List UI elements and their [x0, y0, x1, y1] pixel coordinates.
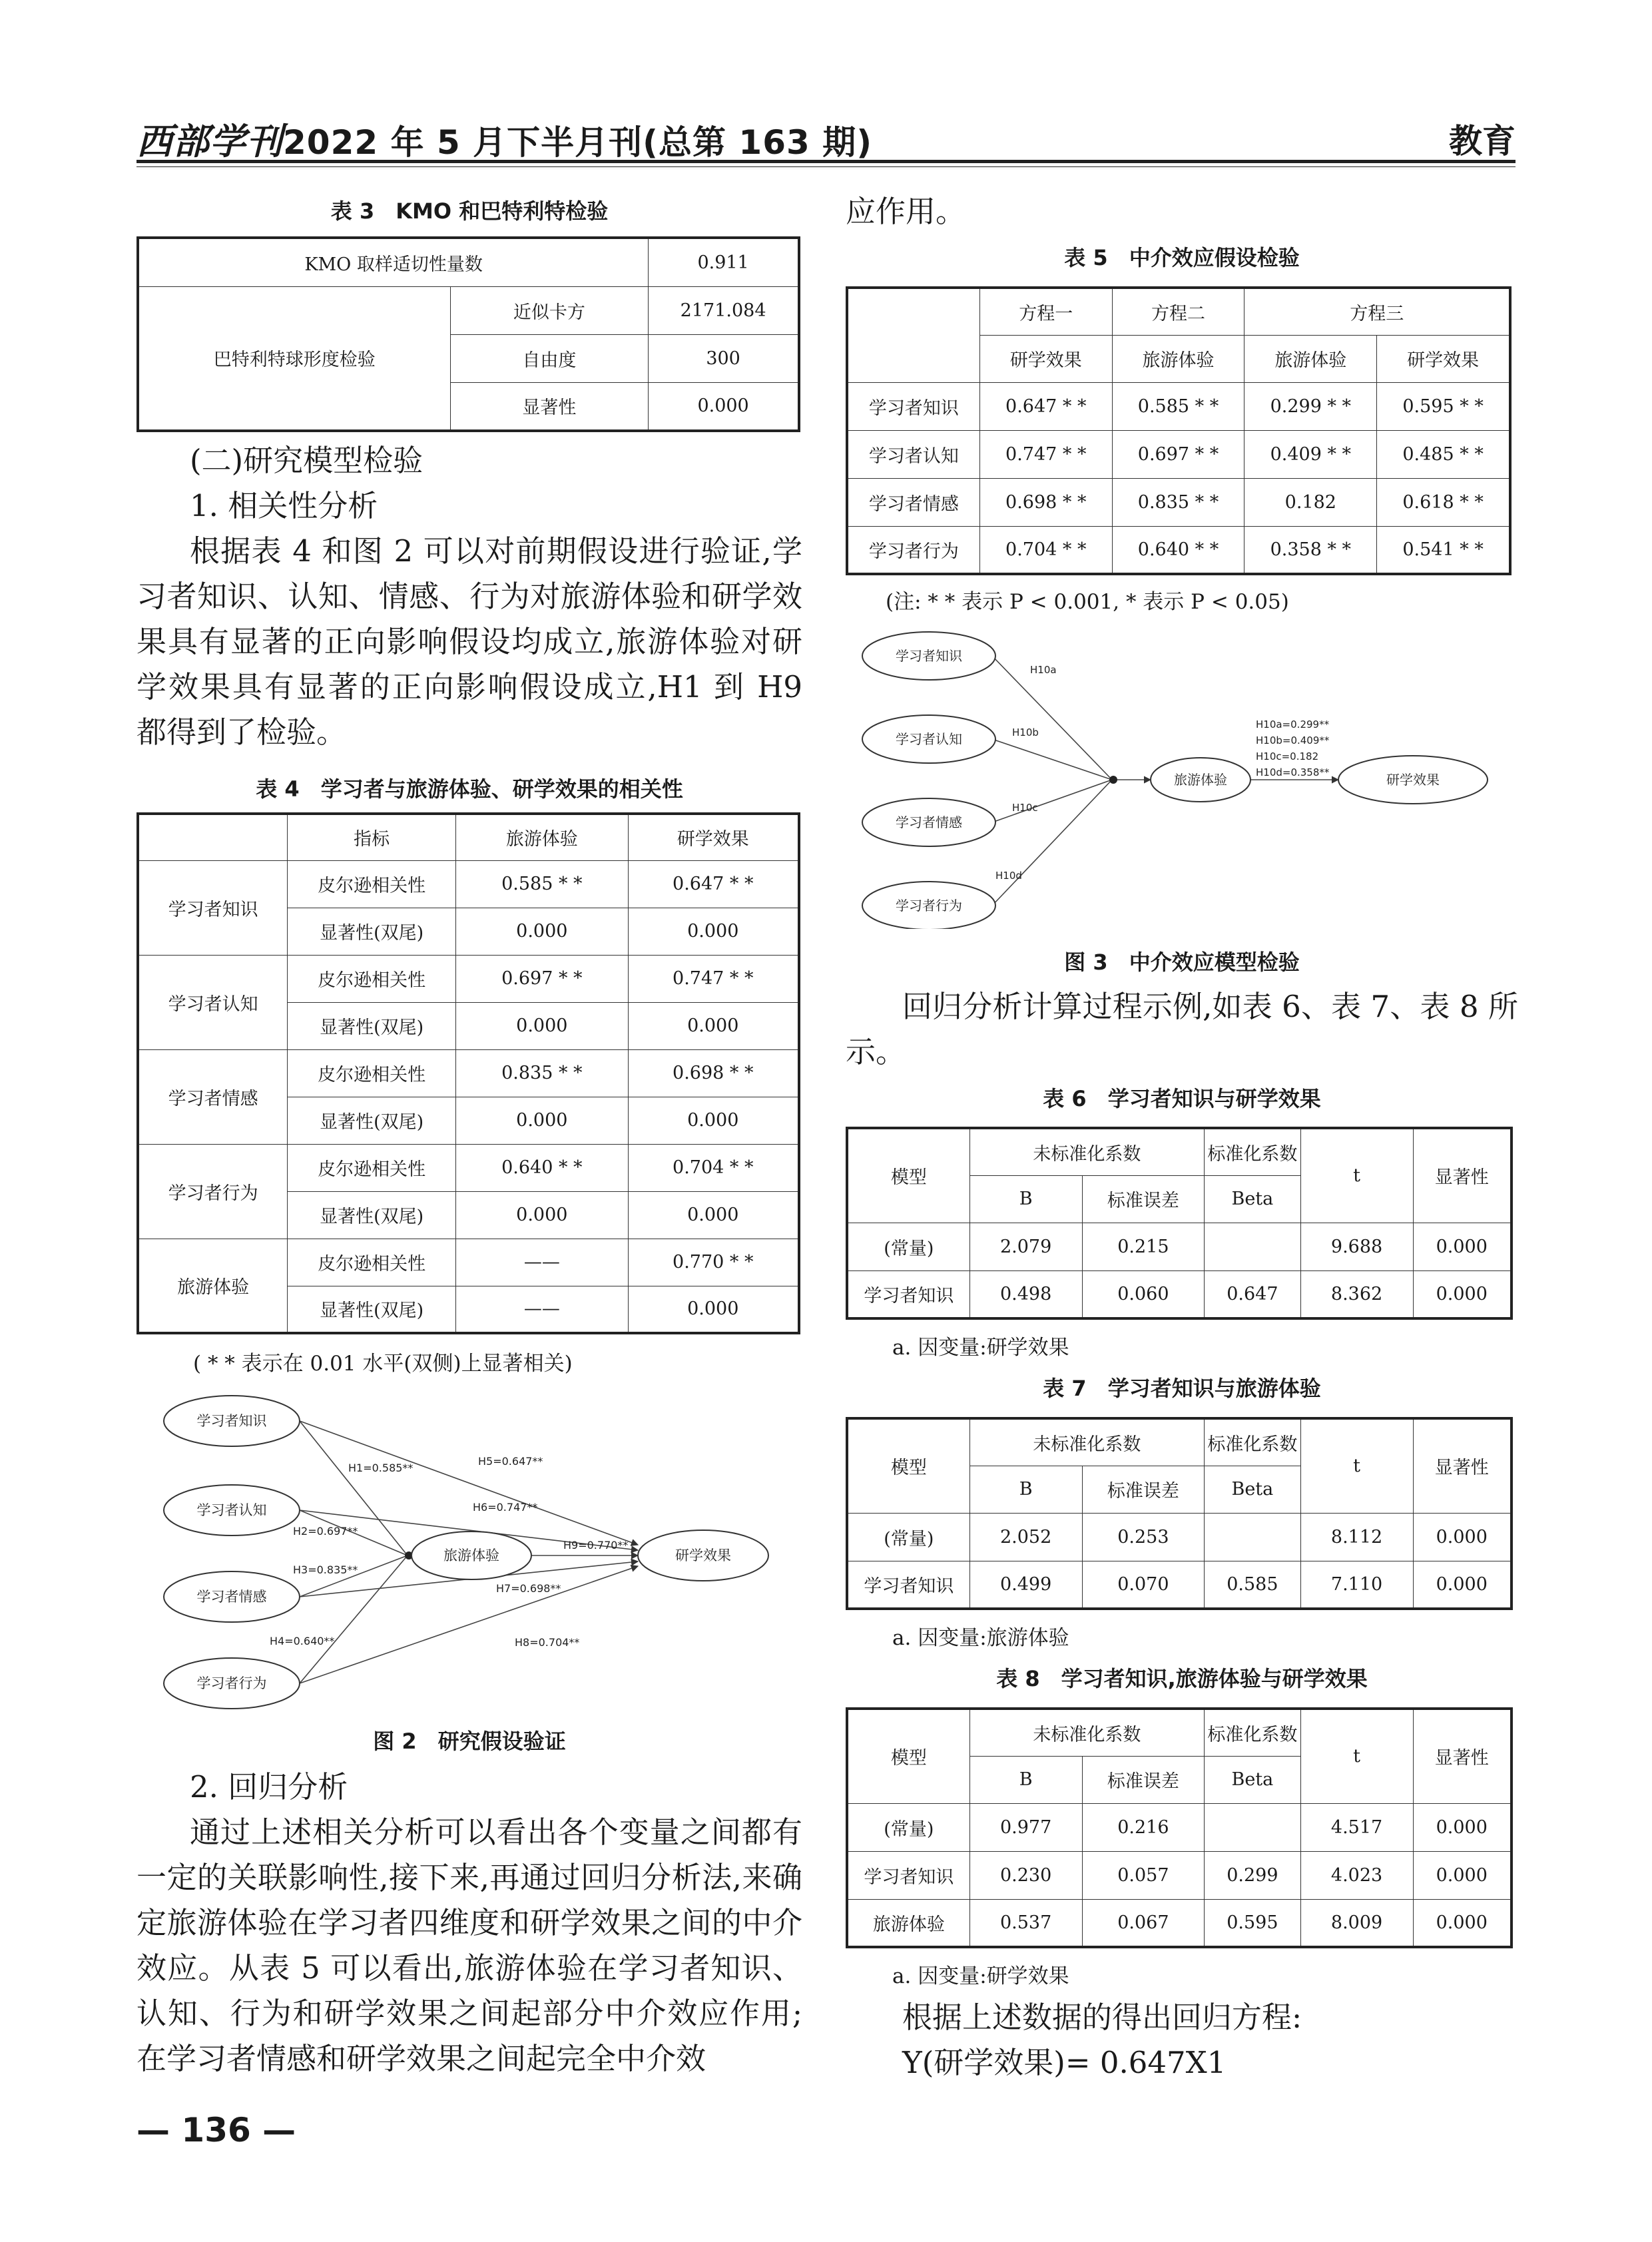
table4-group: 学习者认知: [138, 955, 288, 1049]
table8-cell: 0.230: [969, 1851, 1082, 1899]
subheading-correlation: 1. 相关性分析: [190, 488, 378, 523]
bartlett-row-label: 自由度: [450, 334, 649, 382]
table5-eq-header: 方程二: [1112, 288, 1244, 335]
table7-cell: 8.112: [1300, 1513, 1413, 1561]
reg-header: 标准误差: [1082, 1466, 1205, 1513]
table8-cell: 4.517: [1300, 1803, 1413, 1851]
table7-cell: 学习者知识: [847, 1561, 969, 1609]
table8-cell: 0.000: [1413, 1851, 1512, 1899]
table4-cell: 0.770 * *: [628, 1239, 799, 1286]
table8-cell: 0.000: [1413, 1899, 1512, 1947]
reg-header: 标准化系数: [1205, 1709, 1300, 1756]
node-label: 学习者知识: [896, 648, 962, 664]
reg-header: 显著性: [1413, 1709, 1512, 1803]
table7-cell: 0.253: [1082, 1513, 1205, 1561]
table8-caption: 表 8 学习者知识,旅游体验与研学效果: [996, 1666, 1368, 1691]
table6-cell: 学习者知识: [847, 1270, 969, 1318]
reg-header: t: [1300, 1418, 1413, 1513]
table5-cell: 0.585 * *: [1112, 382, 1244, 430]
table4-group: 学习者情感: [138, 1049, 288, 1144]
table4: [137, 812, 800, 1334]
table4-cell: 皮尔逊相关性: [288, 860, 456, 908]
table4-cell: 0.000: [456, 1191, 628, 1239]
table5-cell: 0.409 * *: [1244, 430, 1377, 478]
table5-sub-header: 研学效果: [1377, 335, 1510, 382]
reg-header: B: [969, 1466, 1082, 1513]
table8-cell: 旅游体验: [847, 1899, 969, 1947]
table6-cell: 0.000: [1413, 1270, 1512, 1318]
reg-header: 未标准化系数: [969, 1128, 1204, 1175]
reg-header: 标准误差: [1082, 1175, 1205, 1223]
table8-cell: 8.009: [1300, 1899, 1413, 1947]
table5-cell: 0.640 * *: [1112, 526, 1244, 574]
table4-cell: 显著性(双尾): [288, 1286, 456, 1333]
table3-caption: 表 3 KMO 和巴特利特检验: [330, 198, 609, 224]
table4-cell: 显著性(双尾): [288, 1191, 456, 1239]
path-label: H10d: [995, 870, 1022, 882]
table6: [846, 1127, 1513, 1320]
header-rule-thin: [137, 166, 1515, 167]
path-label: H8=0.704**: [515, 1636, 580, 1649]
table6-cell: 9.688: [1300, 1223, 1413, 1270]
table5-eq-header: 方程三: [1244, 288, 1510, 335]
kmo-label: KMO 取样适切性量数: [138, 238, 649, 286]
node-label: 学习者情感: [196, 1589, 267, 1605]
paragraph-equation-intro: 根据上述数据的得出回归方程:: [902, 2000, 1302, 2035]
table4-group: 学习者知识: [138, 860, 288, 955]
table8-cell: 4.023: [1300, 1851, 1413, 1899]
table4-caption: 表 4 学习者与旅游体验、研学效果的相关性: [256, 776, 683, 802]
node-label: 学习者知识: [196, 1413, 267, 1429]
table8-cell: [1205, 1803, 1300, 1851]
table7-cell: 0.585: [1205, 1561, 1300, 1609]
path-h3: [300, 1555, 408, 1597]
reg-header: 未标准化系数: [969, 1418, 1204, 1466]
table7-cell: 7.110: [1300, 1561, 1413, 1609]
table6-cell: (常量): [847, 1223, 969, 1270]
table5-cell: 0.618 * *: [1377, 478, 1510, 526]
table5-cell: 0.747 * *: [979, 430, 1112, 478]
table4-cell: 0.000: [628, 1097, 799, 1144]
table8-cell: 0.977: [969, 1803, 1082, 1851]
reg-header: Beta: [1205, 1175, 1300, 1223]
table6-cell: 8.362: [1300, 1270, 1413, 1318]
node-label: 研学效果: [675, 1547, 731, 1563]
regression-equation: Y(研学效果)= 0.647X1: [902, 2045, 1227, 2080]
table5-row-label: 学习者知识: [847, 382, 979, 430]
path-h10d: [992, 780, 1112, 906]
result-label: H10a=0.299**: [1256, 718, 1330, 730]
table7-cell: (常量): [847, 1513, 969, 1561]
bartlett-row-value: 300: [649, 334, 799, 382]
reg-header: 未标准化系数: [969, 1709, 1204, 1756]
table4-cell: 0.835 * *: [456, 1049, 628, 1097]
path-label: H3=0.835**: [293, 1563, 358, 1576]
path-label: H6=0.747**: [473, 1501, 538, 1514]
reg-header: 标准化系数: [1205, 1128, 1300, 1175]
table5-cell: 0.541 * *: [1377, 526, 1510, 574]
table5-sub-header: 研学效果: [979, 335, 1112, 382]
table4-cell: 显著性(双尾): [288, 1097, 456, 1144]
table4-cell: 0.698 * *: [628, 1049, 799, 1097]
table5-cell: 0.647 * *: [979, 382, 1112, 430]
table4-cell: 皮尔逊相关性: [288, 1239, 456, 1286]
bartlett-row-value: 2171.084: [649, 286, 799, 334]
path-label: H10a: [1030, 664, 1057, 676]
table8-cell: 学习者知识: [847, 1851, 969, 1899]
table5-row-label: 学习者认知: [847, 430, 979, 478]
table3: [137, 236, 800, 432]
bartlett-row-label: 显著性: [450, 382, 649, 431]
table8-cell: 0.595: [1205, 1899, 1300, 1947]
paragraph-regression-example: 回归分析计算过程示例,如表 6、表 7、表 8 所示。: [846, 989, 1518, 1069]
reg-header: B: [969, 1175, 1082, 1223]
table7-cell: 2.052: [969, 1513, 1082, 1561]
table4-cell: 0.000: [628, 908, 799, 955]
path-h10c: [992, 780, 1112, 822]
table6-cell: 0.215: [1082, 1223, 1205, 1270]
table6-caption: 表 6 学习者知识与研学效果: [1043, 1086, 1321, 1111]
table5-row-label: 学习者情感: [847, 478, 979, 526]
table4-cell: 0.000: [628, 1286, 799, 1333]
table8-cell: 0.000: [1413, 1803, 1512, 1851]
bartlett-row-value: 0.000: [649, 382, 799, 431]
table4-cell: 显著性(双尾): [288, 1002, 456, 1049]
table5-sub-header: 旅游体验: [1244, 335, 1377, 382]
reg-header: 模型: [847, 1128, 969, 1223]
running-header: [137, 113, 872, 164]
node-label: 学习者行为: [896, 898, 962, 914]
table5-cell: 0.697 * *: [1112, 430, 1244, 478]
paragraph-continuation: 应作用。: [846, 194, 966, 229]
path-h8: [300, 1566, 638, 1683]
node-label: 旅游体验: [1174, 772, 1227, 788]
table5-cell: 0.182: [1244, 478, 1377, 526]
reg-header: 显著性: [1413, 1418, 1512, 1513]
table8-cell: (常量): [847, 1803, 969, 1851]
table6-cell: 0.000: [1413, 1223, 1512, 1270]
table6-cell: 0.647: [1205, 1270, 1300, 1318]
table4-cell: 皮尔逊相关性: [288, 955, 456, 1002]
path-label: H10b: [1012, 726, 1039, 738]
table4-cell: 0.697 * *: [456, 955, 628, 1002]
table7-caption: 表 7 学习者知识与旅游体验: [1043, 1376, 1321, 1401]
issue-info: 2022 年 5 月下半月刊(总第 163 期): [283, 123, 873, 162]
node-label: 研学效果: [1386, 772, 1440, 788]
table4-group: 旅游体验: [138, 1239, 288, 1333]
figure3-caption: 图 3 中介效应模型检验: [1064, 950, 1300, 975]
table4-cell: ——: [456, 1286, 628, 1333]
node-label: 旅游体验: [443, 1547, 499, 1563]
table4-cell: 0.000: [456, 1097, 628, 1144]
reg-header: t: [1300, 1709, 1413, 1803]
table5-cell: 0.698 * *: [979, 478, 1112, 526]
table5-note: (注: * * 表示 P < 0.001, * 表示 P < 0.05): [886, 590, 1289, 614]
table7-cell: 0.000: [1413, 1561, 1512, 1609]
table6-cell: 0.060: [1082, 1270, 1205, 1318]
table4-cell: 0.704 * *: [628, 1144, 799, 1191]
table5-cell: 0.485 * *: [1377, 430, 1510, 478]
table5-cell: 0.595 * *: [1377, 382, 1510, 430]
table7-cell: [1205, 1513, 1300, 1561]
table4-cell: 皮尔逊相关性: [288, 1144, 456, 1191]
node-label: 学习者认知: [196, 1502, 267, 1518]
reg-header: Beta: [1205, 1466, 1300, 1513]
table6-cell: 0.498: [969, 1270, 1082, 1318]
reg-header: Beta: [1205, 1756, 1300, 1803]
bartlett-row-label: 近似卡方: [450, 286, 649, 334]
table5-cell: 0.358 * *: [1244, 526, 1377, 574]
table5-eq-header: 方程一: [979, 288, 1112, 335]
kmo-value: 0.911: [649, 238, 799, 286]
table5-cell: 0.704 * *: [979, 526, 1112, 574]
table5-corner: [847, 288, 979, 382]
bartlett-label: 巴特利特球形度检验: [138, 286, 450, 431]
path-label: H10c: [1012, 802, 1038, 814]
junction-dot: [1109, 776, 1117, 784]
reg-header: t: [1300, 1128, 1413, 1223]
path-h10b: [992, 739, 1112, 780]
reg-header: B: [969, 1756, 1082, 1803]
table4-header: 指标: [288, 814, 456, 860]
node-label: 学习者行为: [196, 1675, 267, 1691]
table7-cell: 0.499: [969, 1561, 1082, 1609]
table4-group: 学习者行为: [138, 1144, 288, 1239]
path-label: H1=0.585**: [348, 1462, 413, 1474]
table6-cell: 2.079: [969, 1223, 1082, 1270]
table6-cell: [1205, 1223, 1300, 1270]
node-label: 学习者认知: [896, 731, 962, 747]
table7-cell: 0.000: [1413, 1513, 1512, 1561]
path-label: H5=0.647**: [478, 1455, 543, 1468]
table8-cell: 0.537: [969, 1899, 1082, 1947]
path-label: H9=0.770**: [563, 1539, 629, 1551]
table5-row-label: 学习者行为: [847, 526, 979, 574]
table8-note: a. 因变量:研学效果: [892, 1964, 1069, 1988]
section-heading: (二)研究模型检验: [190, 443, 423, 478]
table4-cell: ——: [456, 1239, 628, 1286]
result-label: H10c=0.182: [1256, 750, 1319, 762]
section-name: 教育: [1449, 122, 1515, 160]
table4-cell: 皮尔逊相关性: [288, 1049, 456, 1097]
header-rule: [137, 160, 1515, 163]
figure2-caption: 图 2 研究假设验证: [373, 1729, 566, 1754]
page-number: — 136 —: [137, 2111, 296, 2149]
result-label: H10b=0.409**: [1256, 734, 1330, 746]
journal-logo: 西部学刊: [137, 120, 283, 162]
table4-cell: 显著性(双尾): [288, 908, 456, 955]
reg-header: 模型: [847, 1709, 969, 1803]
table4-header: 旅游体验: [456, 814, 628, 860]
table4-cell: 0.000: [456, 1002, 628, 1049]
table4-cell: 0.747 * *: [628, 955, 799, 1002]
table4-cell: 0.647 * *: [628, 860, 799, 908]
table8-cell: 0.057: [1082, 1851, 1205, 1899]
table4-cell: 0.000: [456, 908, 628, 955]
table4-header: 研学效果: [628, 814, 799, 860]
table5: [846, 286, 1512, 575]
table4-cell: 0.585 * *: [456, 860, 628, 908]
table4-cell: 0.000: [628, 1002, 799, 1049]
path-label: H2=0.697**: [293, 1525, 358, 1538]
reg-header: 显著性: [1413, 1128, 1512, 1223]
table4-header: [138, 814, 288, 860]
reg-header: 标准误差: [1082, 1756, 1205, 1803]
table4-cell: 0.640 * *: [456, 1144, 628, 1191]
subheading-regression: 2. 回归分析: [190, 1769, 348, 1805]
path-label: H7=0.698**: [496, 1582, 561, 1595]
table6-note: a. 因变量:研学效果: [892, 1336, 1069, 1360]
table7-note: a. 因变量:旅游体验: [892, 1626, 1069, 1650]
result-label: H10d=0.358**: [1256, 766, 1330, 778]
table4-note: ( * * 表示在 0.01 水平(双侧)上显著相关): [193, 1352, 573, 1376]
table5-caption: 表 5 中介效应假设检验: [1064, 245, 1300, 270]
table4-cell: 0.000: [628, 1191, 799, 1239]
table8-cell: 0.067: [1082, 1899, 1205, 1947]
figure2-diagram: [160, 1385, 786, 1718]
table5-sub-header: 旅游体验: [1112, 335, 1244, 382]
node-label: 学习者情感: [896, 814, 962, 830]
paragraph-regression: 通过上述相关分析可以看出各个变量之间都有一定的关联影响性,接下来,再通过回归分析法,来确定旅游体验在学习者四维度和研学效果之间的中介效应。从表 5 可以看出,旅游体验在学习者知识、认知、行为和研学效果之间起部分中介效应作用;在学习者情感和研学效果之间起完全中介效: [137, 1815, 802, 2076]
table7-cell: 0.070: [1082, 1561, 1205, 1609]
table7: [846, 1417, 1513, 1610]
path-label: H4=0.640**: [270, 1635, 335, 1647]
table8-cell: 0.216: [1082, 1803, 1205, 1851]
table8: [846, 1707, 1513, 1948]
paragraph-correlation: 根据表 4 和图 2 可以对前期假设进行验证,学习者知识、认知、情感、行为对旅游体验和研学效果具有显著的正向影响假设均成立,旅游体验对研学效果具有显著的正向影响假设成立,H1 到 H9 都得到了检验。: [137, 533, 802, 750]
table5-cell: 0.835 * *: [1112, 478, 1244, 526]
reg-header: 标准化系数: [1205, 1418, 1300, 1466]
figure3-diagram: [859, 623, 1512, 929]
table5-cell: 0.299 * *: [1244, 382, 1377, 430]
table8-cell: 0.299: [1205, 1851, 1300, 1899]
reg-header: 模型: [847, 1418, 969, 1513]
